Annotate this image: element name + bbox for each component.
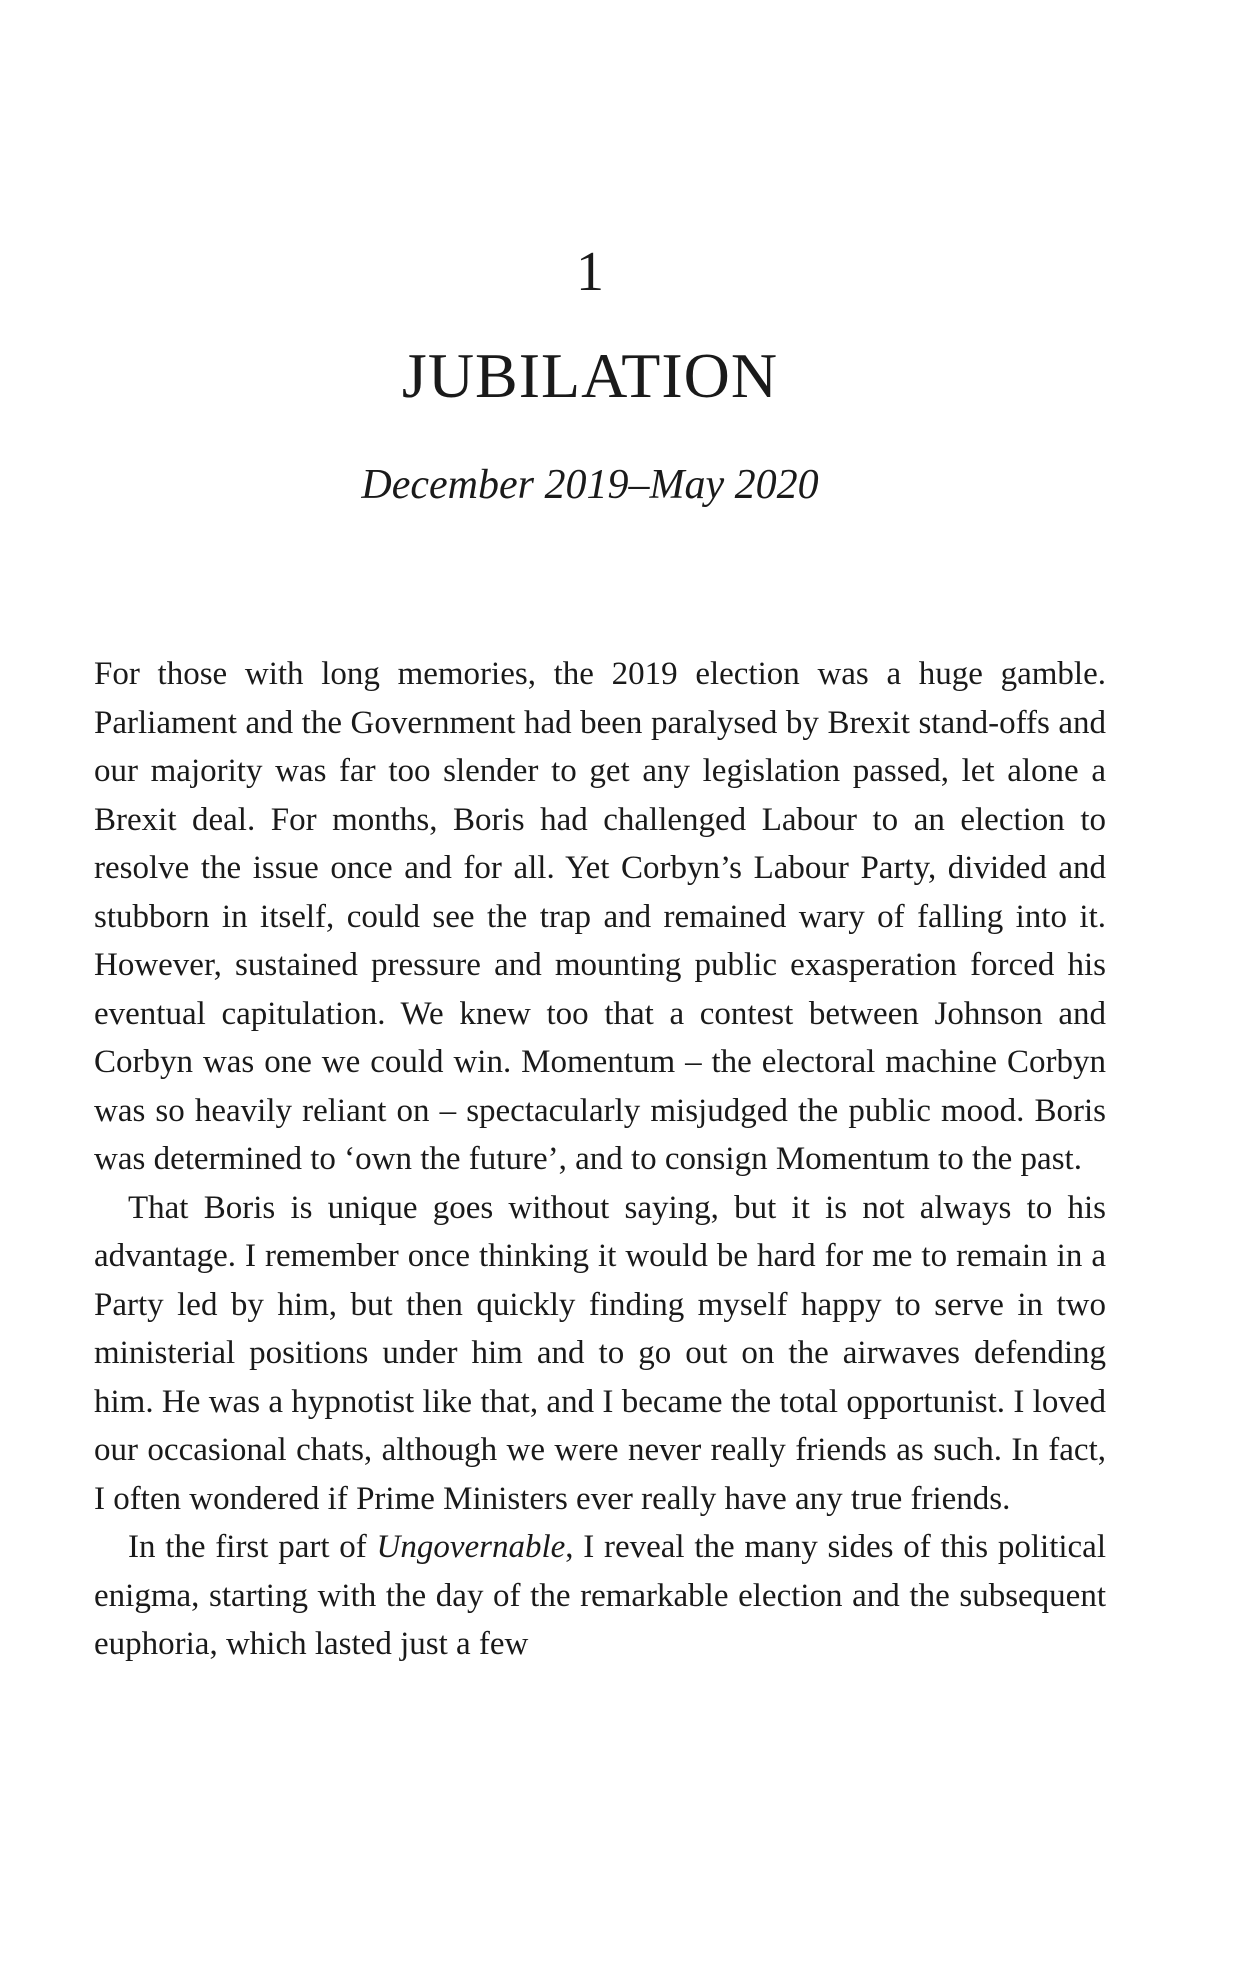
paragraph-text: , I reveal the many sides of this political enigma, starting with the day of the remarkable election and the subsequent euphoria, which lasted just a few xyxy=(94,1529,1106,1662)
body-paragraph xyxy=(94,1523,1106,1669)
book-title: Ungovernable xyxy=(376,1529,566,1565)
chapter-date-range: December 2019–May 2020 xyxy=(361,462,819,508)
chapter-body xyxy=(94,650,1106,1669)
chapter-title: JUBILATION xyxy=(401,340,779,411)
body-paragraph: That Boris is unique goes without saying, but it is not always to his advantage. I remember once thinking it would be hard for me to remain in a Party led by him, but then quickly finding myself happy to serve in two ministerial positions under him and to go out on the airwaves defending him. He was a hypnotist like that, and I became the total opportunist. I loved our occasional chats, although we were never really friends as such. In fact, I often wondered if Prime Ministers ever really have any true friends. xyxy=(94,1189,1106,1517)
chapter-number: 1 xyxy=(576,241,604,303)
body-paragraph: For those with long memories, the 2019 election was a huge gamble. Parliament and the Government had been paralysed by Brexit stand-offs and our majority was far too slender to get any legislation passed, let alone a Brexit deal. For months, Boris had challenged Labour to an election to resolve the issue once and for all. Yet Corbyn’s Labour Party, divided and stubborn in itself, could see the trap and remained wary of falling into it. However, sustained pressure and mounting public exasperation forced his eventual capitulation. We knew too that a contest between Johnson and Corbyn was one we could win. Momentum – the electoral machine Corbyn was so heavily reliant on – spectacularly misjudged the public mood. Boris was determined to ‘own the future’, and to consign Momentum to the past. xyxy=(94,656,1106,1177)
paragraph-text: In the first part of xyxy=(128,1529,377,1565)
